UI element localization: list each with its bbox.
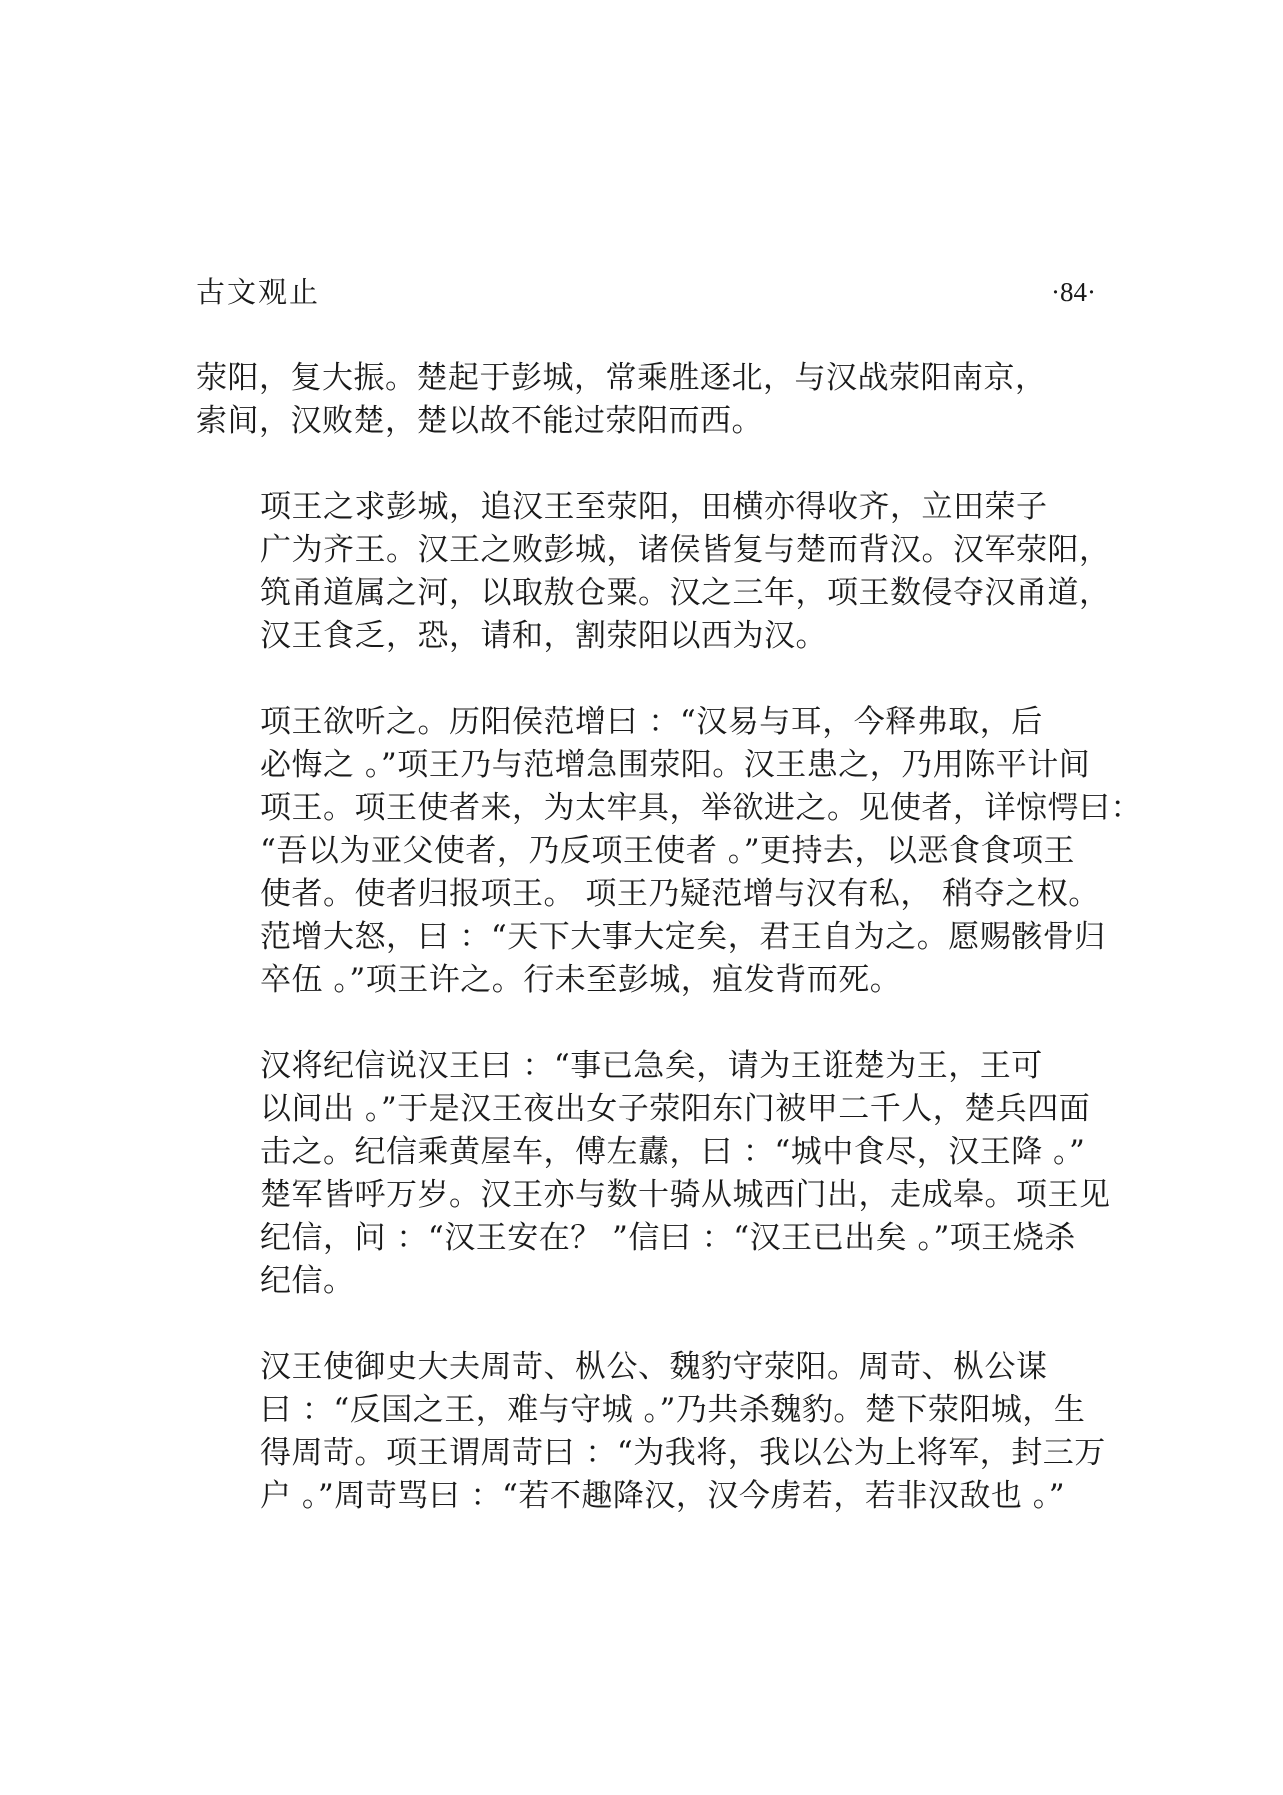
paragraph <box>196 1045 1111 1303</box>
paragraph-gap <box>196 1002 1091 1045</box>
paragraph <box>196 486 1111 658</box>
text-line: 广为齐王。汉王之败彭城，诸侯皆复与楚而背汉。汉军荥阳， <box>260 532 1111 568</box>
text-line: 汉将纪信说汉王曰 ：“事已急矣，请为王诳楚为王，王可 <box>260 1048 1043 1084</box>
text-line: 荥阳，复大振。楚起于彭城，常乘胜逐北，与汉战荥阳南京， <box>196 360 1047 396</box>
text-line: 得周苛。项王谓周苛曰 ：“为我将，我以公为上将军，封三万 <box>260 1435 1106 1471</box>
page-header <box>196 272 1096 312</box>
text-line: 卒伍 。”项王许之。行未至彭城，疽发背而死。 <box>260 962 902 998</box>
paragraph <box>196 1346 1106 1518</box>
text-line: 纪信，问 ：“汉王安在？ ”信曰 ：“汉王已出矣 。”项王烧杀 <box>260 1220 1076 1256</box>
text-line: 索间，汉败楚，楚以故不能过荥阳而西。 <box>196 403 763 439</box>
paragraph-gap <box>196 658 1091 701</box>
text-line: 必悔之 。”项王乃与范增急围荥阳。汉王患之，乃用陈平计间 <box>260 747 1091 783</box>
paragraph <box>196 701 1142 1002</box>
text-line: 户 。”周苛骂曰 ：“若不趣降汉，汉今虏若，若非汉敌也 。” <box>260 1478 1066 1514</box>
text-line: 以间出 。”于是汉王夜出女子荥阳东门被甲二千人，楚兵四面 <box>260 1091 1091 1127</box>
text-line: 楚军皆呼万岁。汉王亦与数十骑从城西门出，走成皋。项王见 <box>260 1177 1111 1213</box>
text-line: 汉王食乏，恐，请和，割荥阳以西为汉。 <box>260 618 827 654</box>
text-line: 项王。项王使者来，为太牢具，举欲进之。见使者，详惊愕曰： <box>260 790 1142 826</box>
text-line: 筑甬道属之河，以取敖仓粟。汉之三年，项王数侵夺汉甬道， <box>260 575 1111 611</box>
text-line: 纪信。 <box>260 1263 355 1299</box>
book-title: 古文观止 <box>196 275 321 309</box>
text-line: 使者。使者归报项王。 项王乃疑范增与汉有私， 稍夺之权。 <box>260 876 1100 912</box>
text-line: 范增大怒，曰 ：“天下大事大定矣，君王自为之。愿赐骸骨归 <box>260 919 1106 955</box>
paragraph-gap <box>196 443 1091 486</box>
paragraph <box>196 357 1091 443</box>
body-text <box>196 357 1142 1518</box>
page-number: ·84· <box>1051 277 1096 307</box>
text-line: “吾以为亚父使者，乃反项王使者 。”更持去，以恶食食项王 <box>260 833 1076 869</box>
text-line: 项王之求彭城，追汉王至荥阳，田横亦得收齐，立田荣子 <box>260 489 1048 525</box>
text-line: 击之。纪信乘黄屋车，傅左纛，曰 ：“城中食尽，汉王降 。” <box>260 1134 1086 1170</box>
text-line: 项王欲听之。历阳侯范增曰 ：“汉易与耳，今释弗取，后 <box>260 704 1043 740</box>
paragraph-gap <box>196 1303 1091 1346</box>
text-line: 曰 ：“反国之王，难与守城 。”乃共杀魏豹。楚下荥阳城，生 <box>260 1392 1086 1428</box>
text-line: 汉王使御史大夫周苛、枞公、魏豹守荥阳。周苛、枞公谋 <box>260 1349 1048 1385</box>
